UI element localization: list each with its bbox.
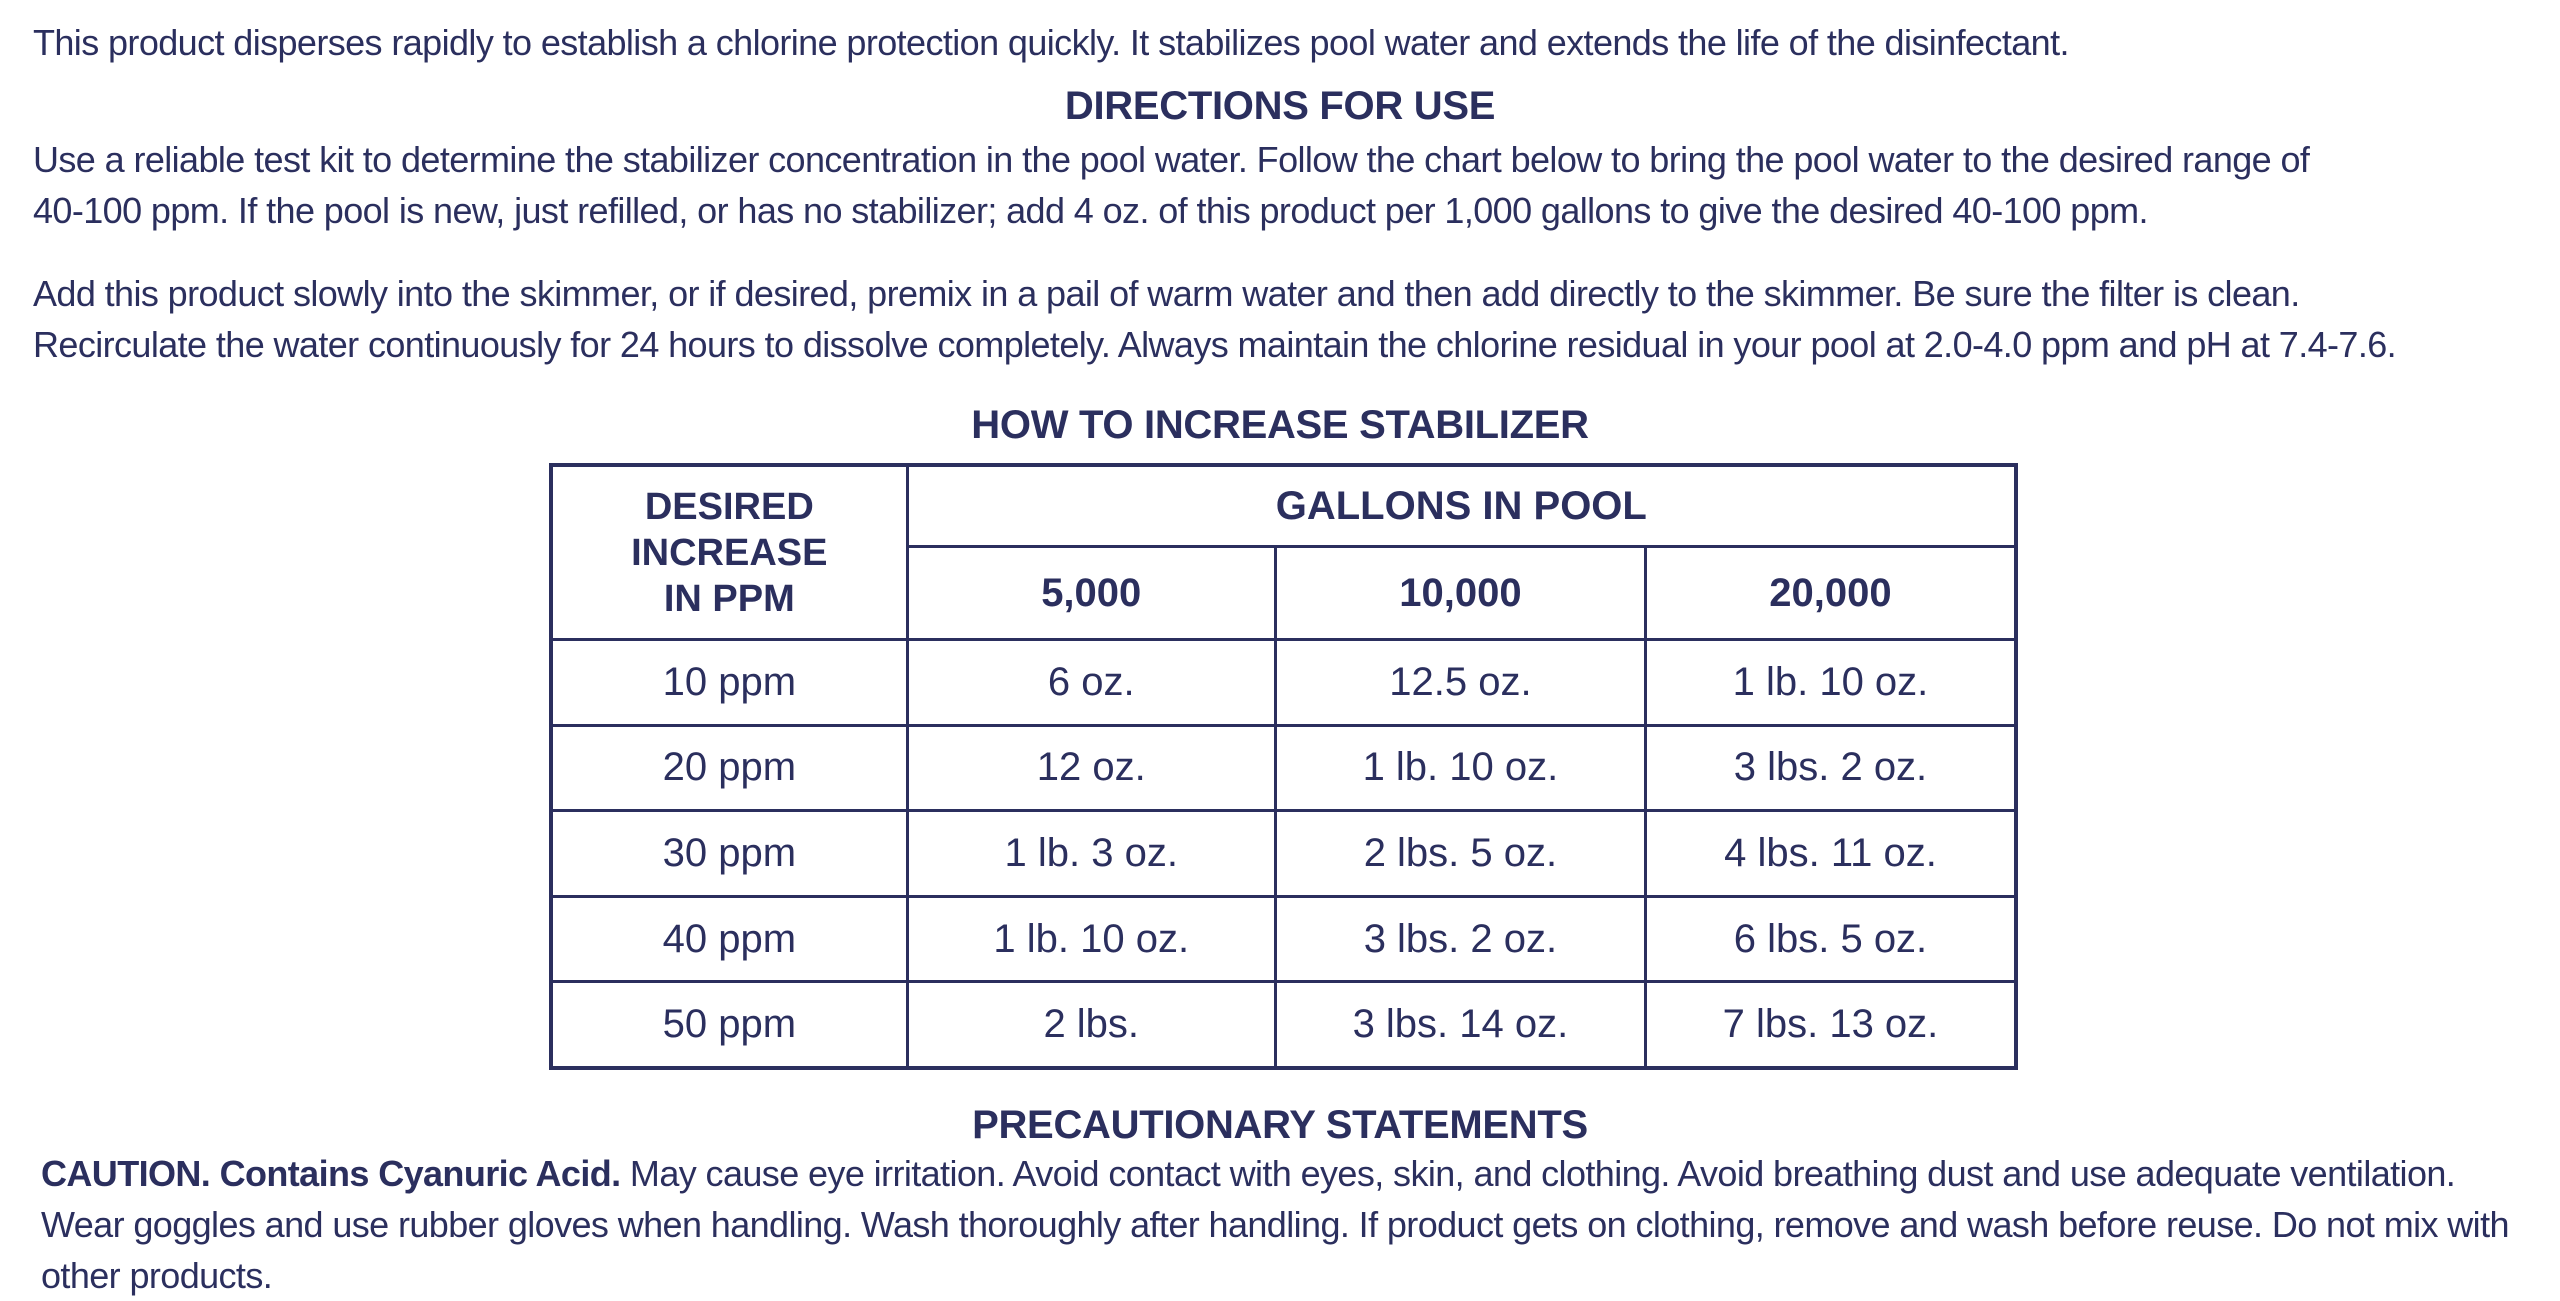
desired-increase-header-line-1: DESIRED	[644, 485, 814, 528]
table-row	[551, 725, 2016, 811]
directions-paragraph-1-line-1: Use a reliable test kit to determine the stabilizer concentration in the pool water. Follow the chart below to bring the pool water to the desired range of	[33, 139, 2310, 180]
stabilizer-dosage-table	[549, 463, 2018, 1070]
column-header-20000: 20,000	[1645, 547, 2016, 640]
precautionary-text: May cause eye irritation. Avoid contact with eyes, skin, and clothing. Avoid breathing dust and use adequate ventilation. Wear goggles and use rubber gloves when handling. Wash thoroughly after handling. If product gets on clothing, remove and wash before reuse. Do not mix with other products.	[41, 1153, 2509, 1296]
ppm-cell: 40 ppm	[551, 896, 907, 982]
desired-increase-header-line-3: IN PPM	[663, 577, 795, 620]
caution-lead: CAUTION. Contains Cyanuric Acid.	[41, 1153, 621, 1194]
precautionary-paragraph	[41, 1148, 2531, 1301]
ppm-cell: 50 ppm	[551, 982, 907, 1068]
dosage-cell: 3 lbs. 2 oz.	[1645, 725, 2016, 811]
dosage-cell: 4 lbs. 11 oz.	[1645, 811, 2016, 897]
dosage-cell: 1 lb. 3 oz.	[907, 811, 1275, 897]
directions-paragraph-1-line-2: 40-100 ppm. If the pool is new, just refilled, or has no stabilizer; add 4 oz. of this product per 1,000 gallons to give the desired 40-100 ppm.	[33, 190, 2148, 231]
directions-heading: DIRECTIONS FOR USE	[1064, 84, 1496, 128]
directions-paragraph-2-line-2: Recirculate the water continuously for 24 hours to dissolve completely. Always maintain the chlorine residual in your pool at 2.0-4.0 ppm and pH at 7.4-7.6.	[33, 324, 2397, 365]
table-row	[551, 811, 2016, 897]
desired-increase-header	[551, 465, 907, 640]
table-row	[551, 640, 2016, 726]
column-header-10000: 10,000	[1275, 547, 1645, 640]
gallons-in-pool-header: GALLONS IN POOL	[907, 465, 2016, 547]
ppm-cell: 30 ppm	[551, 811, 907, 897]
intro-paragraph: This product disperses rapidly to establish a chlorine protection quickly. It stabilizes pool water and extends the life of the disinfectant.	[33, 22, 2069, 63]
dosage-cell: 6 oz.	[907, 640, 1275, 726]
directions-paragraph-1	[33, 134, 2533, 236]
table-row	[551, 982, 2016, 1068]
stabilizer-table-heading: HOW TO INCREASE STABILIZER	[971, 403, 1589, 447]
dosage-cell: 6 lbs. 5 oz.	[1645, 896, 2016, 982]
directions-paragraph-2	[33, 268, 2533, 370]
directions-paragraph-2-line-1: Add this product slowly into the skimmer, or if desired, premix in a pail of warm water and then add directly to the skimmer. Be sure the filter is clean.	[33, 273, 2300, 314]
dosage-cell: 12 oz.	[907, 725, 1275, 811]
dosage-cell: 3 lbs. 2 oz.	[1275, 896, 1645, 982]
dosage-cell: 12.5 oz.	[1275, 640, 1645, 726]
dosage-cell: 3 lbs. 14 oz.	[1275, 982, 1645, 1068]
precautionary-heading: PRECAUTIONARY STATEMENTS	[972, 1103, 1588, 1147]
dosage-cell: 1 lb. 10 oz.	[1645, 640, 2016, 726]
dosage-cell: 7 lbs. 13 oz.	[1645, 982, 2016, 1068]
column-header-5000: 5,000	[907, 547, 1275, 640]
ppm-cell: 20 ppm	[551, 725, 907, 811]
dosage-cell: 1 lb. 10 oz.	[907, 896, 1275, 982]
table-row	[551, 896, 2016, 982]
dosage-cell: 2 lbs.	[907, 982, 1275, 1068]
dosage-cell: 2 lbs. 5 oz.	[1275, 811, 1645, 897]
desired-increase-header-line-2: INCREASE	[631, 531, 828, 574]
ppm-cell: 10 ppm	[551, 640, 907, 726]
dosage-cell: 1 lb. 10 oz.	[1275, 725, 1645, 811]
